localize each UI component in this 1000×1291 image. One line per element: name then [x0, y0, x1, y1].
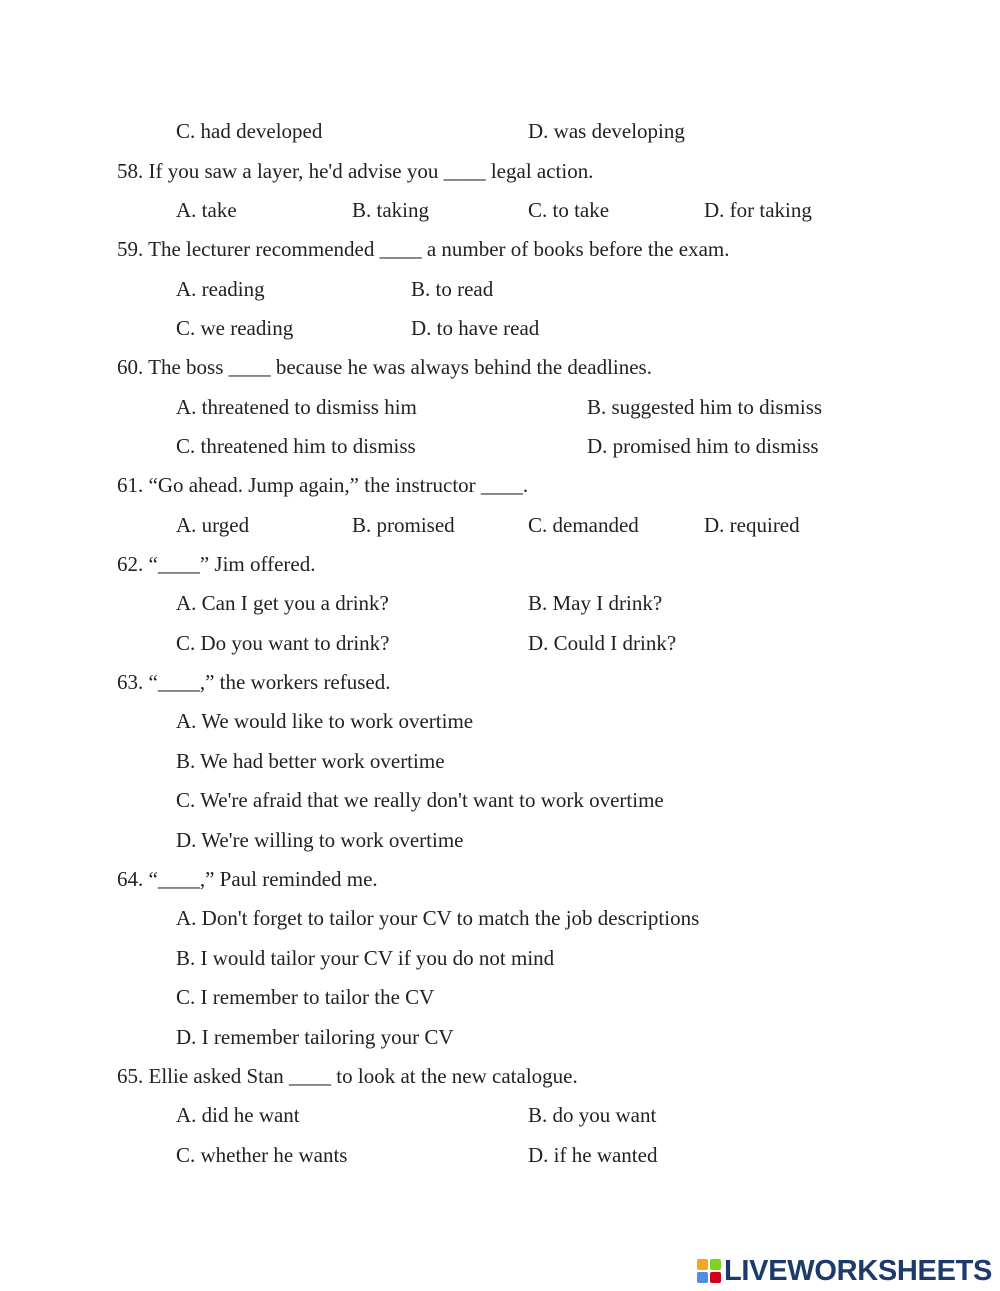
- logo-text: LIVEWORKSHEETS: [724, 1254, 993, 1287]
- option-text: C. I remember to tailor the CV: [176, 985, 435, 1009]
- question-prompt: 65. Ellie asked Stan ____ to look at the new catalogue.: [117, 1064, 578, 1088]
- option-text: D. if he wanted: [528, 1143, 658, 1167]
- option-text: C. we reading: [176, 316, 294, 340]
- option-text: B. We had better work overtime: [176, 749, 445, 773]
- option-text: A. We would like to work overtime: [176, 709, 474, 733]
- option-text: B. May I drink?: [528, 591, 663, 615]
- question-prompt: 62. “____” Jim offered.: [117, 552, 316, 576]
- option-text: A. urged: [176, 513, 250, 537]
- option-text: C. had developed: [176, 119, 323, 143]
- option-text: C. We're afraid that we really don't want to work overtime: [176, 788, 664, 812]
- option-text: C. Do you want to drink?: [176, 631, 390, 655]
- option-text: D. promised him to dismiss: [587, 434, 819, 458]
- option-text: A. reading: [176, 277, 265, 301]
- option-text: A. did he want: [176, 1103, 300, 1127]
- option-text: D. was developing: [528, 119, 685, 143]
- logo-block: [697, 1259, 708, 1270]
- option-text: B. suggested him to dismiss: [587, 395, 823, 419]
- option-text: D. Could I drink?: [528, 631, 677, 655]
- option-text: B. do you want: [528, 1103, 657, 1127]
- logo-block: [710, 1259, 721, 1270]
- option-text: B. taking: [352, 198, 429, 222]
- option-text: C. threatened him to dismiss: [176, 434, 416, 458]
- option-text: B. promised: [352, 513, 455, 537]
- option-text: C. whether he wants: [176, 1143, 348, 1167]
- question-prompt: 64. “____,” Paul reminded me.: [117, 867, 378, 891]
- liveworksheets-logo: [697, 1255, 992, 1287]
- option-text: D. for taking: [704, 198, 812, 222]
- option-text: A. Don't forget to tailor your CV to match the job descriptions: [176, 906, 700, 930]
- question-prompt: 61. “Go ahead. Jump again,” the instructor ____.: [117, 473, 529, 497]
- logo-block: [697, 1272, 708, 1283]
- option-text: B. to read: [411, 277, 494, 301]
- logo-blocks-icon: [697, 1259, 721, 1283]
- option-text: A. take: [176, 198, 237, 222]
- question-prompt: 60. The boss ____ because he was always behind the deadlines.: [117, 355, 652, 379]
- option-text: A. threatened to dismiss him: [176, 395, 417, 419]
- option-text: D. I remember tailoring your CV: [176, 1025, 454, 1049]
- option-text: C. demanded: [528, 513, 639, 537]
- question-prompt: 58. If you saw a layer, he'd advise you ____ legal action.: [117, 159, 594, 183]
- option-text: B. I would tailor your CV if you do not mind: [176, 946, 555, 970]
- question-prompt: 63. “____,” the workers refused.: [117, 670, 391, 694]
- option-text: C. to take: [528, 198, 610, 222]
- option-text: D. to have read: [411, 316, 540, 340]
- option-text: D. required: [704, 513, 800, 537]
- option-text: D. We're willing to work overtime: [176, 828, 464, 852]
- option-text: A. Can I get you a drink?: [176, 591, 389, 615]
- logo-block: [710, 1272, 721, 1283]
- question-prompt: 59. The lecturer recommended ____ a number of books before the exam.: [117, 237, 730, 261]
